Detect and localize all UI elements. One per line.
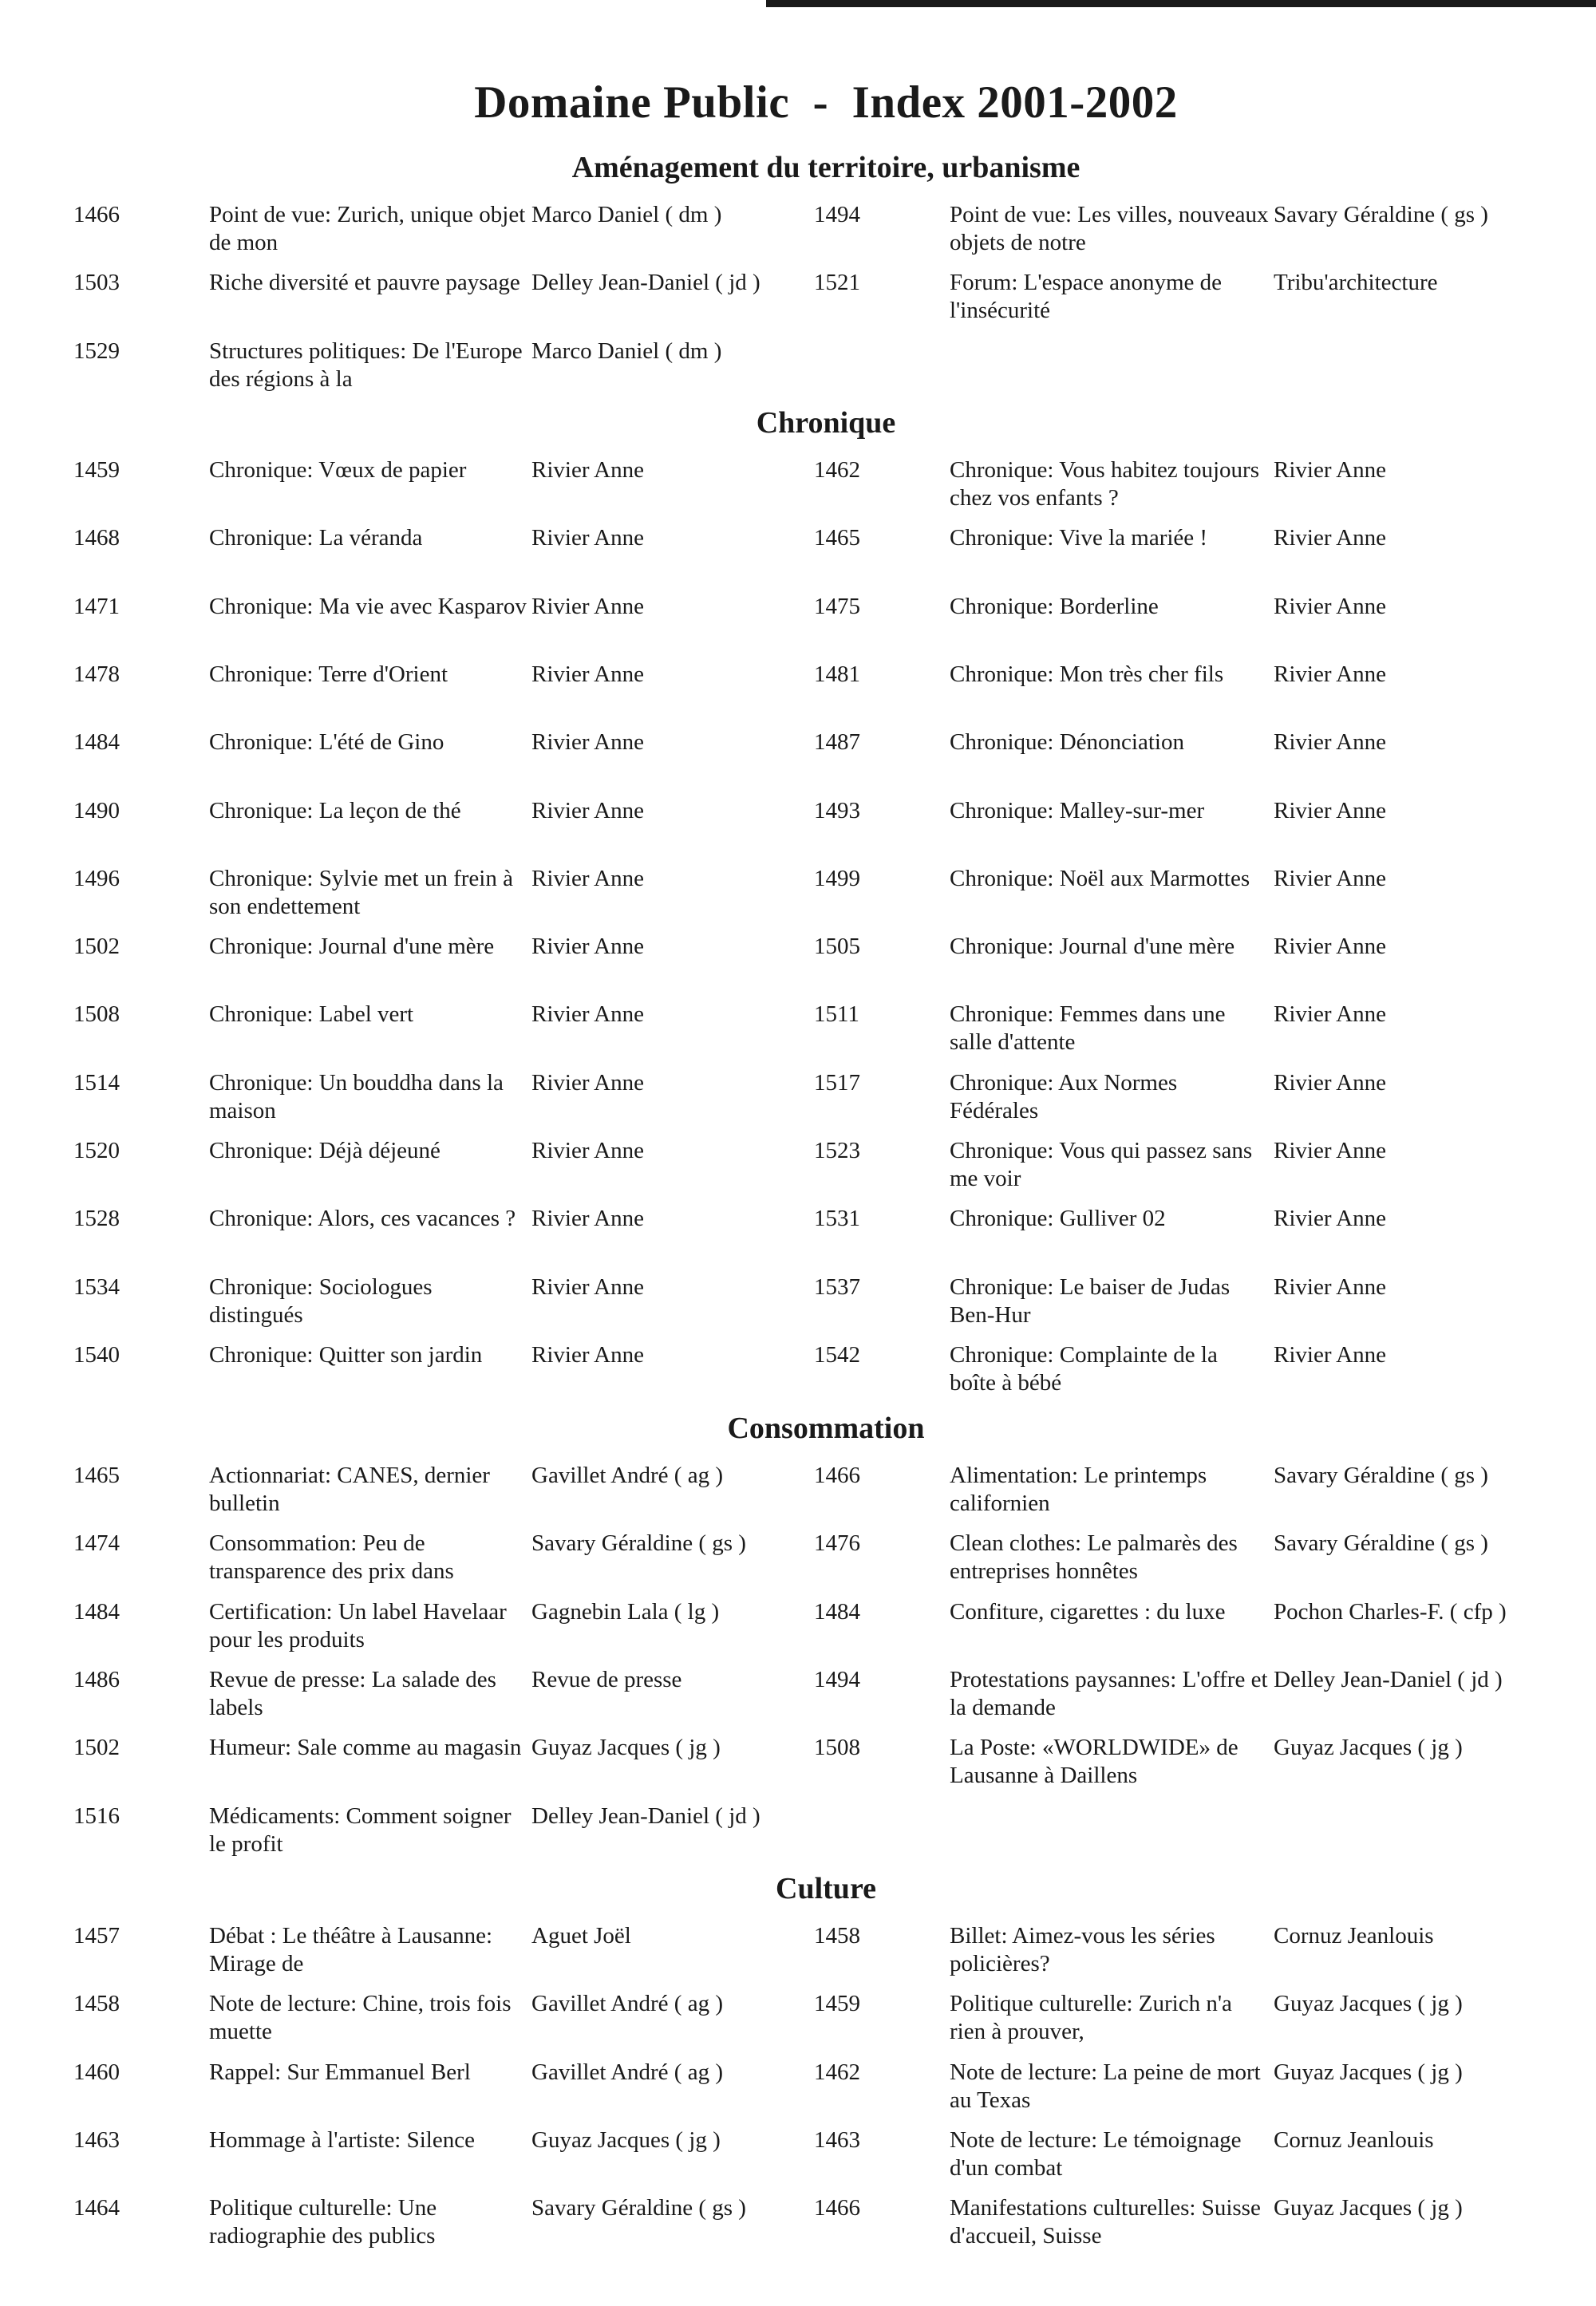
article-author: Guyaz Jacques ( jg ) [1274, 2195, 1463, 2221]
article-title: Chronique: Journal d'une mère [209, 934, 495, 959]
issue-number: 1476 [814, 1530, 860, 1556]
article-author: Rivier Anne [531, 934, 644, 959]
issue-number: 1474 [73, 1530, 120, 1556]
article-title: Humeur: Sale comme au magasin [209, 1735, 522, 1760]
article-title: Chronique: Malley-sur-mer [950, 798, 1205, 823]
article-author: Rivier Anne [1274, 1206, 1386, 1231]
article-author: Delley Jean-Daniel ( jd ) [531, 1803, 760, 1829]
article-author: Rivier Anne [531, 1001, 644, 1027]
issue-number: 1481 [814, 661, 860, 687]
article-author: Rivier Anne [1274, 866, 1386, 891]
issue-number: 1459 [814, 1991, 860, 2016]
article-title: Note de lecture: La peine de mort au Texas [950, 2059, 1261, 2113]
issue-number: 1521 [814, 270, 860, 295]
article-title: Billet: Aimez-vous les séries policières? [950, 1923, 1215, 1976]
article-author: Cornuz Jeanlouis [1274, 1923, 1434, 1949]
article-title: Chronique: Complainte de la boîte à bébé [950, 1342, 1218, 1396]
article-author: Revue de presse [531, 1667, 682, 1692]
article-author: Tribu'architecture [1274, 270, 1438, 295]
issue-number: 1505 [814, 934, 860, 959]
issue-number: 1537 [814, 1274, 860, 1300]
article-author: Rivier Anne [531, 661, 644, 687]
article-title: Revue de presse: La salade des labels [209, 1667, 496, 1720]
article-author: Rivier Anne [1274, 525, 1386, 551]
article-author: Gagnebin Lala ( lg ) [531, 1599, 720, 1625]
article-title: Chronique: Quitter son jardin [209, 1342, 483, 1368]
article-author: Rivier Anne [531, 525, 644, 551]
article-author: Gavillet André ( ag ) [531, 2059, 723, 2085]
issue-number: 1516 [73, 1803, 120, 1829]
article-author: Rivier Anne [1274, 1070, 1386, 1096]
issue-number: 1529 [73, 338, 120, 364]
article-title: Chronique: La leçon de thé [209, 798, 461, 823]
issue-number: 1503 [73, 270, 120, 295]
article-title: Rappel: Sur Emmanuel Berl [209, 2059, 471, 2085]
issue-number: 1531 [814, 1206, 860, 1231]
article-author: Rivier Anne [1274, 729, 1386, 755]
article-author: Savary Géraldine ( gs ) [1274, 202, 1488, 227]
issue-number: 1465 [73, 1463, 120, 1488]
issue-number: 1468 [73, 525, 120, 551]
article-title: Chronique: L'été de Gino [209, 729, 444, 755]
page-title: Domaine Public - Index 2001-2002 [474, 77, 1178, 128]
issue-number: 1508 [73, 1001, 120, 1027]
article-title: Chronique: Femmes dans une salle d'attente [950, 1001, 1226, 1055]
article-title: Chronique: La véranda [209, 525, 423, 551]
article-author: Guyaz Jacques ( jg ) [531, 1735, 721, 1760]
article-title: Hommage à l'artiste: Silence [209, 2127, 475, 2153]
article-author: Savary Géraldine ( gs ) [531, 2195, 746, 2221]
article-title: Note de lecture: Chine, trois fois muette [209, 1991, 512, 2044]
issue-number: 1502 [73, 1735, 120, 1760]
issue-number: 1460 [73, 2059, 120, 2085]
article-title: Chronique: Label vert [209, 1001, 414, 1027]
article-author: Rivier Anne [1274, 457, 1386, 483]
issue-number: 1457 [73, 1923, 120, 1949]
issue-number: 1534 [73, 1274, 120, 1300]
issue-number: 1458 [73, 1991, 120, 2016]
issue-number: 1484 [73, 729, 120, 755]
issue-number: 1466 [814, 2195, 860, 2221]
issue-number: 1508 [814, 1735, 860, 1760]
section-heading: Consommation [727, 1412, 925, 1445]
article-title: Chronique: Terre d'Orient [209, 661, 448, 687]
issue-number: 1463 [73, 2127, 120, 2153]
article-author: Guyaz Jacques ( jg ) [531, 2127, 721, 2153]
issue-number: 1462 [814, 457, 860, 483]
issue-number: 1528 [73, 1206, 120, 1231]
issue-number: 1490 [73, 798, 120, 823]
issue-number: 1523 [814, 1138, 860, 1163]
article-title: Clean clothes: Le palmarès des entreprises honnêtes [950, 1530, 1238, 1584]
article-title: Chronique: Borderline [950, 594, 1159, 619]
article-author: Guyaz Jacques ( jg ) [1274, 2059, 1463, 2085]
article-title: Chronique: Journal d'une mère [950, 934, 1235, 959]
article-author: Guyaz Jacques ( jg ) [1274, 1991, 1463, 2016]
section-heading: Culture [776, 1872, 876, 1905]
article-author: Rivier Anne [1274, 798, 1386, 823]
article-title: Débat : Le théâtre à Lausanne: Mirage de [209, 1923, 493, 1976]
article-author: Marco Daniel ( dm ) [531, 202, 722, 227]
article-title: Chronique: Vœux de papier [209, 457, 467, 483]
article-title: Chronique: Aux Normes Fédérales [950, 1070, 1178, 1123]
issue-number: 1540 [73, 1342, 120, 1368]
section-heading: Aménagement du territoire, urbanisme [571, 151, 1080, 184]
article-title: Chronique: Noël aux Marmottes [950, 866, 1250, 891]
article-author: Cornuz Jeanlouis [1274, 2127, 1434, 2153]
article-author: Rivier Anne [1274, 1274, 1386, 1300]
article-title: Chronique: Gulliver 02 [950, 1206, 1166, 1231]
issue-number: 1462 [814, 2059, 860, 2085]
article-title: Chronique: Mon très cher fils [950, 661, 1224, 687]
issue-number: 1464 [73, 2195, 120, 2221]
section-heading: Chronique [756, 406, 896, 440]
article-title: Protestations paysannes: L'offre et la demande [950, 1667, 1268, 1720]
article-author: Savary Géraldine ( gs ) [1274, 1463, 1488, 1488]
article-title: Chronique: Sylvie met un frein à son endettement [209, 866, 513, 919]
article-title: Politique culturelle: Une radiographie des publics [209, 2195, 437, 2249]
article-author: Savary Géraldine ( gs ) [531, 1530, 746, 1556]
issue-number: 1478 [73, 661, 120, 687]
issue-number: 1511 [814, 1001, 859, 1027]
article-title: Chronique: Dénonciation [950, 729, 1184, 755]
issue-number: 1520 [73, 1138, 120, 1163]
article-author: Rivier Anne [1274, 1001, 1386, 1027]
issue-number: 1514 [73, 1070, 120, 1096]
article-author: Rivier Anne [1274, 594, 1386, 619]
article-author: Guyaz Jacques ( jg ) [1274, 1735, 1463, 1760]
issue-number: 1496 [73, 866, 120, 891]
article-title: Chronique: Vous habitez toujours chez vos enfants ? [950, 457, 1259, 511]
article-author: Rivier Anne [1274, 661, 1386, 687]
issue-number: 1487 [814, 729, 860, 755]
article-title: Chronique: Le baiser de Judas Ben-Hur [950, 1274, 1231, 1328]
article-author: Pochon Charles-F. ( cfp ) [1274, 1599, 1507, 1625]
article-title: Point de vue: Zurich, unique objet de mon [209, 202, 526, 255]
issue-number: 1517 [814, 1070, 860, 1096]
issue-number: 1494 [814, 202, 860, 227]
article-title: Structures politiques: De l'Europe des régions à la [209, 338, 523, 392]
article-author: Delley Jean-Daniel ( jd ) [1274, 1667, 1503, 1692]
article-author: Rivier Anne [531, 866, 644, 891]
issue-number: 1466 [73, 202, 120, 227]
article-author: Gavillet André ( ag ) [531, 1991, 723, 2016]
article-title: Confiture, cigarettes : du luxe [950, 1599, 1226, 1625]
issue-number: 1542 [814, 1342, 860, 1368]
article-title: Chronique: Sociologues distingués [209, 1274, 433, 1328]
issue-number: 1494 [814, 1667, 860, 1692]
article-title: Alimentation: Le printemps californien [950, 1463, 1207, 1516]
issue-number: 1475 [814, 594, 860, 619]
issue-number: 1471 [73, 594, 120, 619]
article-title: Chronique: Un bouddha dans la maison [209, 1070, 504, 1123]
article-title: Médicaments: Comment soigner le profit [209, 1803, 512, 1857]
article-title: Chronique: Vous qui passez sans me voir [950, 1138, 1253, 1191]
article-author: Rivier Anne [531, 1342, 644, 1368]
issue-number: 1466 [814, 1463, 860, 1488]
article-title: La Poste: «WORLDWIDE» de Lausanne à Daillens [950, 1735, 1238, 1788]
issue-number: 1458 [814, 1923, 860, 1949]
article-title: Politique culturelle: Zurich n'a rien à prouver, [950, 1991, 1232, 2044]
issue-number: 1502 [73, 934, 120, 959]
article-author: Rivier Anne [1274, 934, 1386, 959]
article-title: Chronique: Vive la mariée ! [950, 525, 1208, 551]
issue-number: 1486 [73, 1667, 120, 1692]
issue-number: 1493 [814, 798, 860, 823]
issue-number: 1484 [73, 1599, 120, 1625]
article-author: Aguet Joël [531, 1923, 631, 1949]
article-author: Rivier Anne [1274, 1342, 1386, 1368]
article-author: Marco Daniel ( dm ) [531, 338, 722, 364]
article-title: Point de vue: Les villes, nouveaux objets de notre [950, 202, 1269, 255]
article-title: Manifestations culturelles: Suisse d'accueil, Suisse [950, 2195, 1261, 2249]
article-author: Rivier Anne [531, 798, 644, 823]
article-author: Rivier Anne [531, 1070, 644, 1096]
article-author: Gavillet André ( ag ) [531, 1463, 723, 1488]
article-author: Delley Jean-Daniel ( jd ) [531, 270, 760, 295]
article-title: Actionnariat: CANES, dernier bulletin [209, 1463, 490, 1516]
article-author: Savary Géraldine ( gs ) [1274, 1530, 1488, 1556]
article-title: Chronique: Ma vie avec Kasparov [209, 594, 527, 619]
article-author: Rivier Anne [531, 594, 644, 619]
issue-number: 1463 [814, 2127, 860, 2153]
article-author: Rivier Anne [531, 457, 644, 483]
article-author: Rivier Anne [531, 1138, 644, 1163]
article-author: Rivier Anne [531, 1274, 644, 1300]
article-author: Rivier Anne [531, 729, 644, 755]
article-title: Chronique: Déjà déjeuné [209, 1138, 440, 1163]
article-title: Certification: Un label Havelaar pour les produits [209, 1599, 507, 1653]
article-title: Riche diversité et pauvre paysage [209, 270, 520, 295]
article-title: Note de lecture: Le témoignage d'un combat [950, 2127, 1242, 2181]
article-title: Consommation: Peu de transparence des prix dans [209, 1530, 454, 1584]
article-author: Rivier Anne [531, 1206, 644, 1231]
issue-number: 1465 [814, 525, 860, 551]
issue-number: 1459 [73, 457, 120, 483]
article-author: Rivier Anne [1274, 1138, 1386, 1163]
issue-number: 1499 [814, 866, 860, 891]
article-title: Forum: L'espace anonyme de l'insécurité [950, 270, 1223, 323]
issue-number: 1484 [814, 1599, 860, 1625]
article-title: Chronique: Alors, ces vacances ? [209, 1206, 516, 1231]
